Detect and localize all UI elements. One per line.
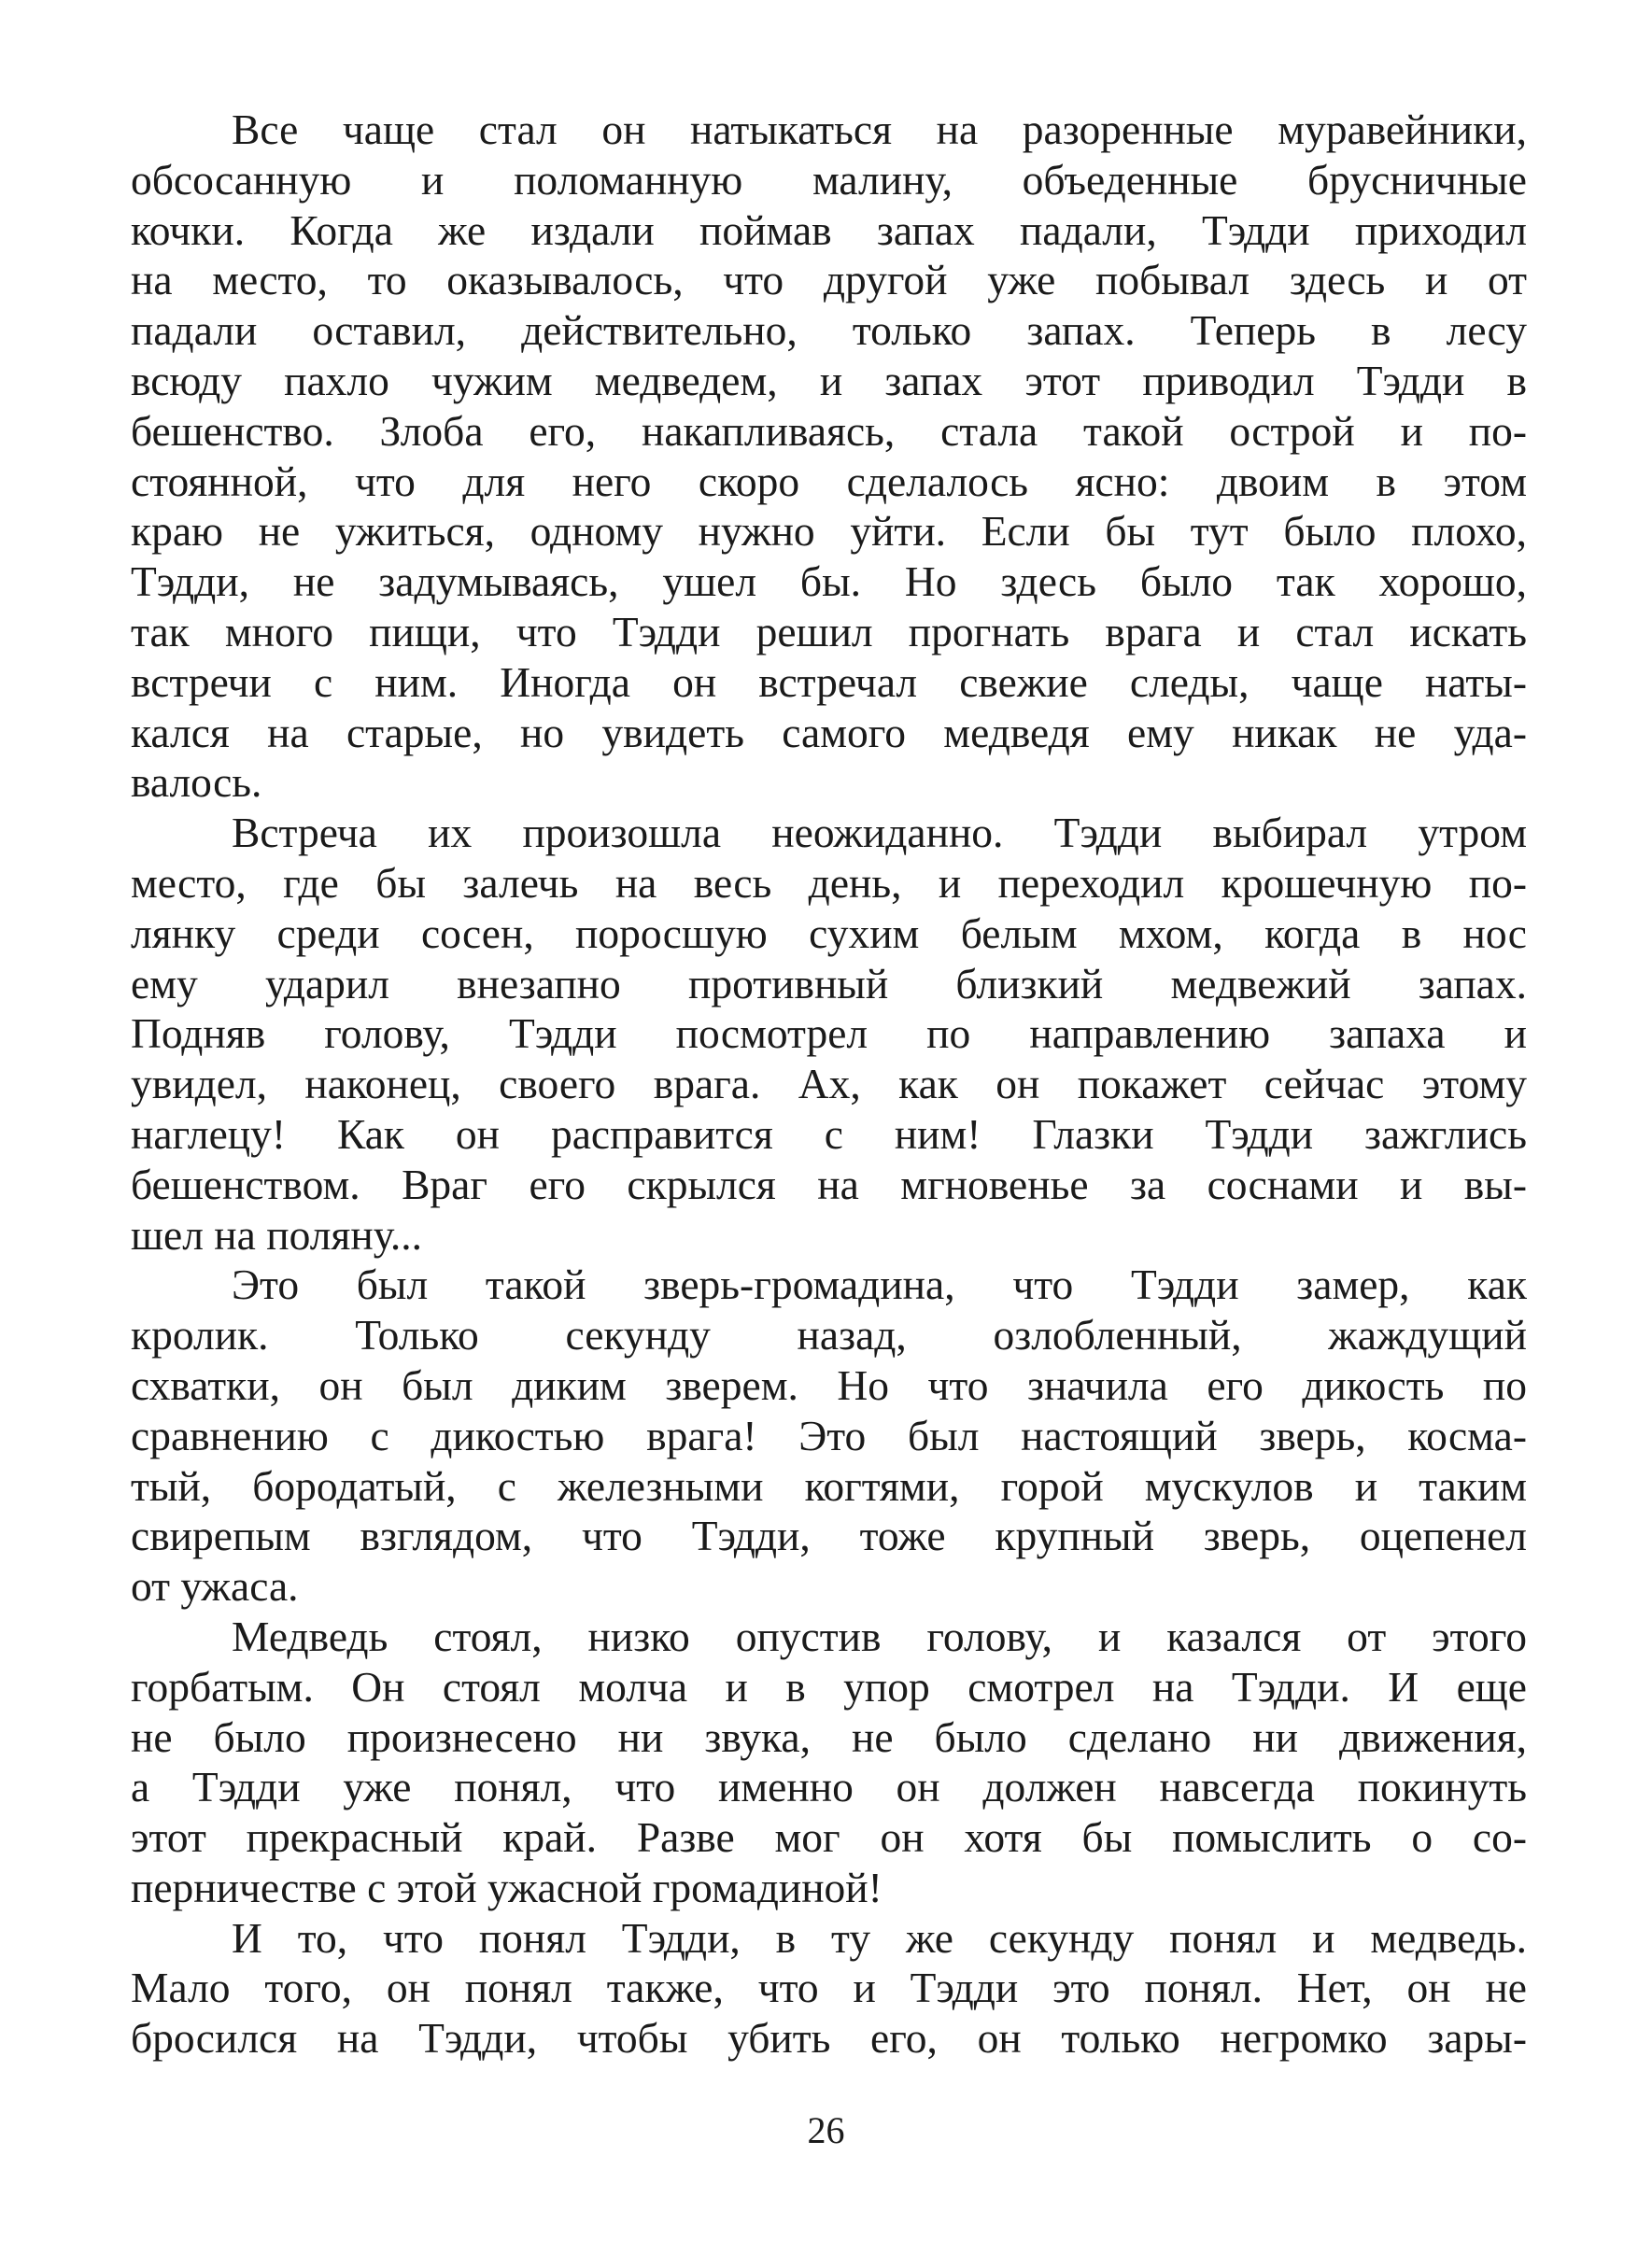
text-line: стоянной, что для него скоро сделалось ясно: двоим в этом — [131, 457, 1527, 505]
text-line: от ужаса. — [131, 1562, 299, 1611]
text-line: бешенство. Злоба его, накапливаясь, стала такой острой и по- — [131, 406, 1527, 455]
text-line: ему ударил внезапно противный близкий медвежий запах. — [131, 959, 1527, 1007]
text-line: так много пищи, что Тэдди решил прогнать врага и стал искать — [131, 607, 1527, 655]
text-line: этот прекрасный край. Разве мог он хотя бы помыслить о со- — [131, 1813, 1527, 1862]
text-line: падали оставил, действительно, только запах. Теперь в лесу — [131, 306, 1527, 355]
text-line: лянку среди сосен, поросшую сухим белым мхом, когда в нос — [131, 909, 1527, 957]
text-line: бешенством. Враг его скрылся на мгновенье за соснами и вы- — [131, 1160, 1527, 1208]
text-line: Медведь стоял, низко опустив голову, и казался от этого — [232, 1612, 1527, 1660]
text-line: не было произнесено ни звука, не было сделано ни движения, — [131, 1712, 1527, 1761]
text-line: схватки, он был диким зверем. Но что значила его дикость по — [131, 1360, 1527, 1409]
text-line: свирепым взглядом, что Тэдди, тоже крупный зверь, оцепенел — [131, 1512, 1527, 1560]
text-line: кролик. Только секунду назад, озлобленный, жаждущий — [131, 1311, 1527, 1359]
text-line: Это был такой зверь-громадина, что Тэдди замер, как — [232, 1261, 1527, 1309]
text-line: место, где бы залечь на весь день, и переходил крошечную по- — [131, 858, 1527, 907]
text-line: бросился на Тэдди, чтобы убить его, он только негромко зары- — [131, 2014, 1527, 2063]
text-line: всюду пахло чужим медведем, и запах этот приводил Тэдди в — [131, 356, 1527, 404]
text-line: Подняв голову, Тэдди посмотрел по направлению запаха и — [131, 1009, 1527, 1058]
body-text — [131, 105, 1527, 2064]
page-number: 26 — [807, 2109, 845, 2151]
text-line: Мало того, он понял также, что и Тэдди это понял. Нет, он не — [131, 1964, 1527, 2012]
text-line: Встреча их произошла неожиданно. Тэдди выбирал утром — [232, 809, 1527, 857]
text-line: И то, что понял Тэдди, в ту же секунду понял и медведь. — [232, 1913, 1527, 1962]
text-line: шел на поляну... — [131, 1210, 423, 1259]
text-line: встречи с ним. Иногда он встречал свежие следы, чаще наты- — [131, 657, 1527, 706]
text-line: валось. — [131, 758, 262, 807]
text-line: обсосанную и поломанную малину, объеденные брусничные — [131, 155, 1527, 204]
text-line: сравнению с дикостью врага! Это был настоящий зверь, косма- — [131, 1411, 1527, 1459]
text-line: на место, то оказывалось, что другой уже побывал здесь и от — [131, 256, 1527, 304]
text-line: а Тэдди уже понял, что именно он должен навсегда покинуть — [131, 1763, 1527, 1811]
text-line: Тэдди, не задумываясь, ушел бы. Но здесь было так хорошо, — [131, 557, 1527, 606]
text-line: увидел, наконец, своего врага. Ах, как он покажет сейчас этому — [131, 1060, 1527, 1108]
text-line: наглецу! Как он расправится с ним! Глазки Тэдди зажглись — [131, 1109, 1527, 1158]
text-line: горбатым. Он стоял молча и в упор смотрел на Тэдди. И еще — [131, 1662, 1527, 1711]
text-line: кочки. Когда же издали поймав запах падали, Тэдди приходил — [131, 205, 1527, 254]
text-line: краю не ужиться, одному нужно уйти. Если бы тут было плохо, — [131, 507, 1527, 556]
text-line: Все чаще стал он натыкаться на разоренные муравейники, — [232, 106, 1527, 153]
text-line: кался на старые, но увидеть самого медведя ему никак не уда- — [131, 708, 1527, 756]
text-line: тый, бородатый, с железными когтями, горой мускулов и таким — [131, 1461, 1527, 1510]
text-line: перничестве с этой ужасной громадиной! — [131, 1863, 882, 1911]
